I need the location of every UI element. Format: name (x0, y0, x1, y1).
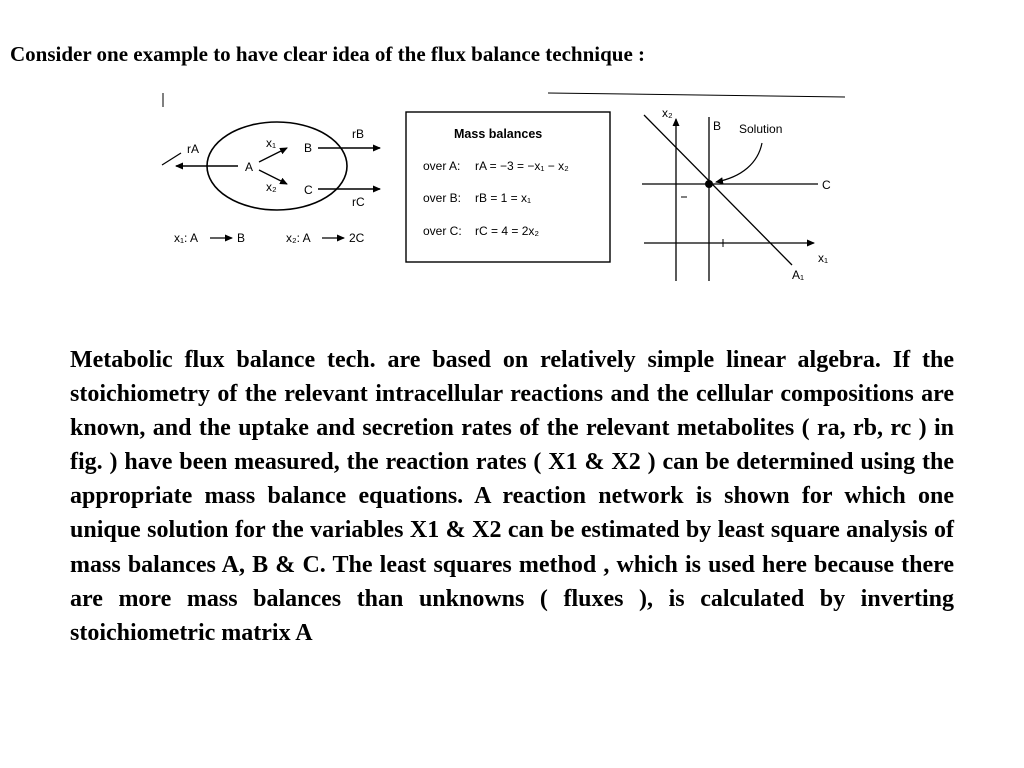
reaction-network-panel (162, 93, 380, 245)
body-paragraph: Metabolic flux balance tech. are based on relatively simple linear algebra. If the stoichiometry of the relevant intracellular reactions and the cellular compositions are known, and the uptake and secretion rates of the relevant metabolites ( ra, rb, rc ) in fig. ) have been measured, the reaction rates ( X1 & X2 ) can be determined using the appropriate mass balance equations. A reaction network is shown for which one unique solution for the variables X1 & X2 can be estimated by least square analysis of mass balances A, B & C. The least squares method , which is used here because there are more mass balances than unknowns ( fluxes ), is calculated by inverting stoichiometric matrix A (70, 347, 954, 646)
line-a-label: A₁ (792, 268, 805, 282)
balance-b-equation: rB = 1 = x₁ (475, 191, 532, 205)
solution-graph-panel (548, 93, 845, 282)
flux-x1-label: x₁ (266, 136, 277, 150)
balance-a-equation: rA = −3 = −x₁ − x₂ (475, 159, 569, 173)
rate-c-label: rC (352, 195, 365, 209)
line-c-label: C (822, 178, 831, 192)
slide-heading: Consider one example to have clear idea of the flux balance technique : (10, 42, 646, 66)
balance-c-equation: rC = 4 = 2x₂ (475, 224, 540, 238)
node-a: A (245, 160, 254, 174)
x2-axis-label: x₂ (662, 106, 673, 120)
reaction-2-rhs: 2C (349, 231, 365, 245)
solution-pointer (716, 143, 762, 182)
rate-a-tick (162, 153, 181, 165)
solution-point (705, 180, 713, 188)
balance-b-label: over B: (423, 191, 462, 205)
mass-balances-title: Mass balances (454, 127, 543, 141)
scan-top-line (548, 93, 845, 97)
flux-x2-label: x₂ (266, 180, 277, 194)
line-b-label: B (713, 119, 722, 133)
reaction-2-lhs: x₂: A (286, 231, 311, 245)
figure-svg (150, 85, 850, 300)
reaction-1-rhs: B (237, 231, 246, 245)
balance-c-label: over C: (423, 224, 462, 238)
x1-axis-label: x₁ (818, 251, 829, 265)
node-b: B (304, 141, 313, 155)
flux-balance-figure (150, 85, 850, 300)
solution-label: Solution (739, 122, 783, 136)
rate-b-label: rB (352, 127, 364, 141)
flux-x1-arrow (259, 148, 287, 162)
mass-balances-panel (406, 112, 610, 262)
balance-a-label: over A: (423, 159, 461, 173)
node-c: C (304, 183, 313, 197)
reaction-1-lhs: x₁: A (174, 231, 199, 245)
rate-a-label: rA (187, 142, 199, 156)
